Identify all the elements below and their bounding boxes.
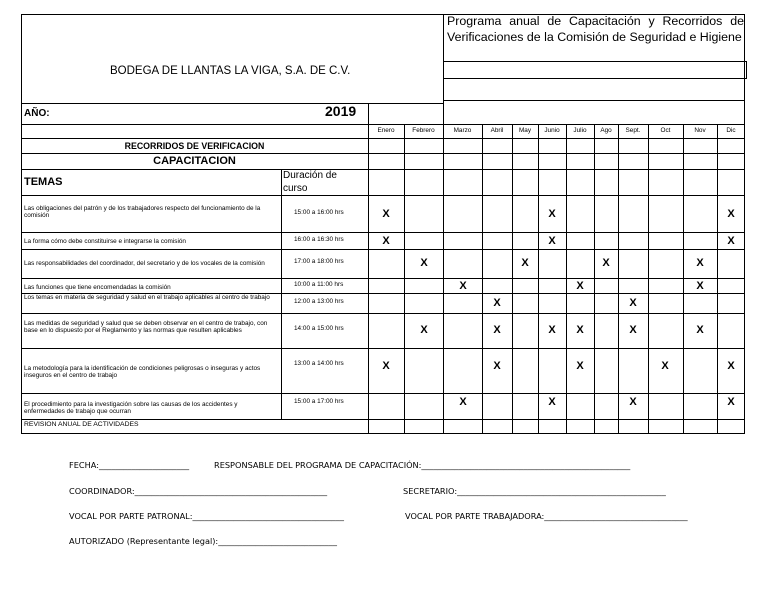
schedule-mark: X	[576, 324, 584, 336]
company-name: BODEGA DE LLANTAS LA VIGA, S.A. DE C.V.	[110, 65, 351, 77]
rule	[21, 124, 745, 125]
rule	[281, 169, 282, 419]
rule	[618, 124, 619, 434]
schedule-mark: X	[727, 360, 735, 372]
schedule-mark: X	[521, 257, 529, 269]
coordinador-field[interactable]: COORDINADOR:_______________________________________________	[69, 486, 328, 496]
temas-heading: TEMAS	[24, 176, 63, 188]
rule	[21, 138, 745, 139]
month-header: Julio	[573, 127, 587, 134]
duration-text: 15:00 a 16:00 hrs	[294, 209, 344, 216]
month-header: Enero	[377, 127, 395, 134]
rule	[21, 232, 745, 233]
schedule-mark: X	[382, 208, 390, 220]
rule	[21, 103, 444, 104]
year-label: AÑO:	[24, 108, 50, 119]
schedule-mark: X	[629, 297, 637, 309]
rule	[21, 278, 745, 279]
schedule-mark: X	[493, 360, 501, 372]
schedule-mark: X	[548, 324, 556, 336]
month-header: Dic	[726, 127, 736, 134]
schedule-mark: X	[459, 280, 467, 292]
schedule-mark: X	[727, 396, 735, 408]
duration-text: 10:00 a 11:00 hrs	[294, 281, 344, 288]
rule	[683, 124, 684, 434]
topic-text: Las obligaciones del patrón y de los trabajadores respecto del funcionamiento de la comisión	[24, 205, 261, 220]
month-header: Junio	[544, 127, 560, 134]
topic-text: Las funciones que tiene encomendadas la comisión	[24, 284, 171, 291]
schedule-mark: X	[576, 280, 584, 292]
month-header: May	[518, 127, 532, 134]
schedule-mark: X	[727, 208, 735, 220]
month-header: Oct	[660, 127, 671, 134]
topic-text: La forma cómo debe constituirse e integrarse la comisión	[24, 238, 186, 245]
duration-text: 15:00 a 17:00 hrs	[294, 398, 344, 405]
rule	[21, 313, 745, 314]
schedule-mark: X	[493, 297, 501, 309]
responsable-field[interactable]: RESPONSABLE DEL PROGRAMA DE CAPACITACIÓN:___________________________________________________	[214, 460, 631, 470]
schedule-mark: X	[629, 324, 637, 336]
autorizado-field[interactable]: AUTORIZADO (Representante legal):_____________________________	[69, 536, 337, 546]
schedule-mark: X	[382, 360, 390, 372]
duracion-heading: Duración de curso	[283, 170, 337, 194]
rule	[648, 124, 649, 434]
topic-text: Las responsabilidades del coordinador, del secretario y de los vocales de la comisión	[24, 260, 265, 267]
rule	[21, 348, 745, 349]
rule	[566, 124, 567, 434]
schedule-mark: X	[602, 257, 610, 269]
secretario-field[interactable]: SECRETARIO:___________________________________________________	[403, 486, 666, 496]
rule	[443, 78, 747, 79]
schedule-mark: X	[696, 257, 704, 269]
revision-row: REVISION ANUAL DE ACTIVIDADES	[24, 421, 139, 428]
rule	[21, 153, 745, 154]
rule	[404, 124, 405, 434]
schedule-mark: X	[576, 360, 584, 372]
month-header: Nov	[694, 127, 706, 134]
fecha-field[interactable]: FECHA:______________________	[69, 460, 190, 470]
rule	[21, 433, 745, 434]
rule	[744, 14, 745, 434]
rule	[443, 61, 747, 62]
topic-text: Los temas en materia de seguridad y salud en el trabajo aplicables al centro de trabajo	[24, 294, 270, 301]
rule	[746, 61, 747, 78]
year-value: 2019	[325, 103, 357, 119]
rule	[21, 195, 745, 196]
rule	[368, 124, 369, 434]
topic-text: Las medidas de seguridad y salud que se deben observar en el centro de trabajo, con base en lo dispuesto por el Reglamento y las normas que resulten aplicables	[24, 320, 268, 335]
schedule-mark: X	[382, 235, 390, 247]
rule	[512, 124, 513, 434]
rule	[21, 249, 745, 250]
schedule-mark: X	[696, 280, 704, 292]
schedule-mark: X	[548, 208, 556, 220]
schedule-mark: X	[420, 324, 428, 336]
rule	[443, 124, 444, 434]
schedule-mark: X	[548, 235, 556, 247]
schedule-mark: X	[661, 360, 669, 372]
vocal-patronal-field[interactable]: VOCAL POR PARTE PATRONAL:_____________________________________	[69, 511, 344, 521]
schedule-mark: X	[696, 324, 704, 336]
rule	[21, 169, 745, 170]
rule	[482, 124, 483, 434]
vocal-trabajadora-field[interactable]: VOCAL POR PARTE TRABAJADORA:___________________________________	[405, 511, 688, 521]
schedule-mark: X	[459, 396, 467, 408]
topic-text: La metodología para la identificación de condiciones peligrosas o inseguras y actos inseguros en el centro de trabajo	[24, 365, 261, 380]
rule	[21, 393, 745, 394]
program-title: Programa anual de Capacitación y Recorridos de Verificaciones de la Comisión de Seguridad e Higiene	[447, 14, 744, 44]
duration-text: 13:00 a 14:00 hrs	[294, 360, 344, 367]
month-header: Febrero	[412, 127, 435, 134]
schedule-mark: X	[629, 396, 637, 408]
duration-text: 17:00 a 18:00 hrs	[294, 258, 344, 265]
schedule-mark: X	[727, 235, 735, 247]
schedule-mark: X	[493, 324, 501, 336]
rule	[443, 14, 444, 125]
schedule-mark: X	[420, 257, 428, 269]
rule	[368, 103, 369, 124]
month-header: Abril	[490, 127, 504, 134]
schedule-mark: X	[548, 396, 556, 408]
month-header: Marzo	[453, 127, 472, 134]
duration-text: 16:00 a 16:30 hrs	[294, 236, 344, 243]
recorridos-heading: RECORRIDOS DE VERIFICACION	[124, 141, 265, 151]
duration-text: 14:00 a 15:00 hrs	[294, 325, 344, 332]
capacitacion-heading: CAPACITACION	[153, 155, 236, 167]
rule	[717, 124, 718, 434]
rule	[594, 124, 595, 434]
rule	[538, 124, 539, 434]
month-header: Ago	[600, 127, 612, 134]
month-header: Sept.	[625, 127, 641, 134]
rule	[21, 14, 22, 434]
topic-text: El procedimiento para la investigación sobre las causas de los accidentes y enfermedades de trabajo que ocurran	[24, 401, 238, 416]
duration-text: 12:00 a 13:00 hrs	[294, 298, 344, 305]
rule	[21, 419, 745, 420]
rule	[443, 100, 745, 101]
